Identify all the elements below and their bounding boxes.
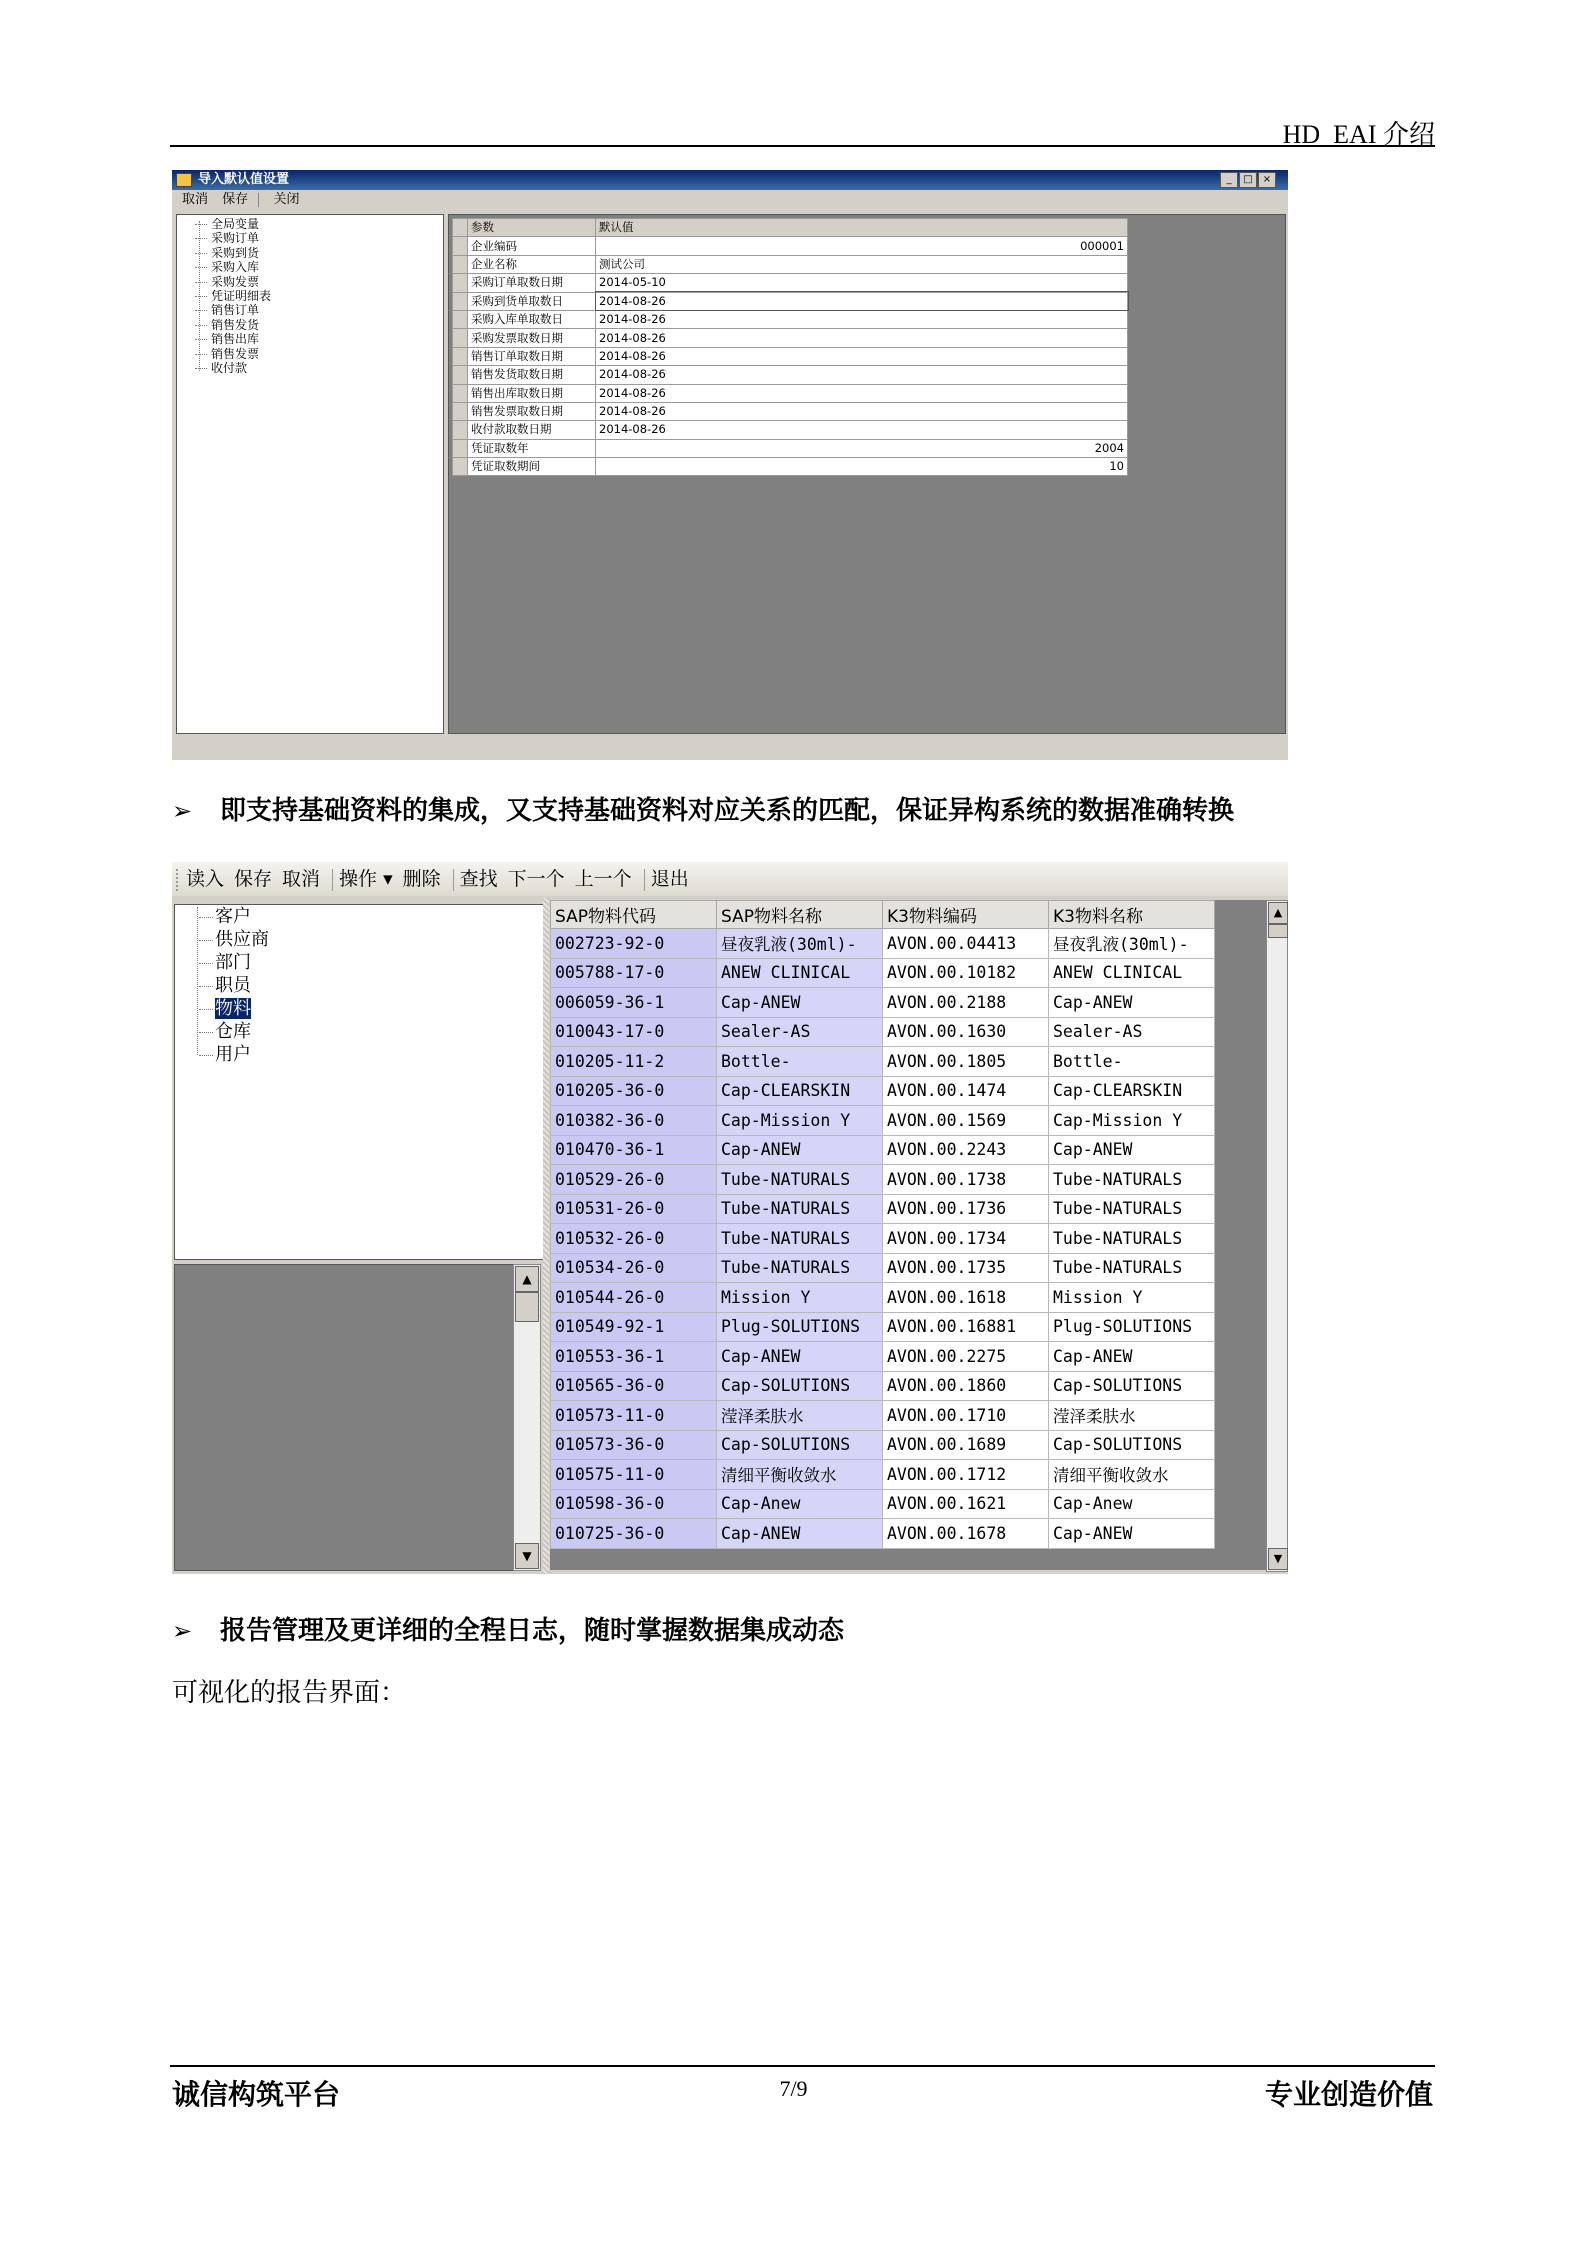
column-header-param: 参数 (468, 219, 596, 237)
app-icon (176, 173, 192, 187)
scroll-up-icon[interactable]: ▲ (1268, 902, 1288, 924)
bullet-point (172, 790, 1234, 827)
param-cell: 采购订单取数日期 (468, 274, 596, 292)
window-titlebar (172, 170, 1288, 190)
row-header[interactable] (453, 458, 468, 476)
k3-name-cell[interactable]: Mission Y (1049, 1283, 1215, 1313)
bullet-arrow-icon: ➢ (172, 797, 193, 825)
k3-name-cell[interactable]: 清细平衡收敛水 (1049, 1460, 1215, 1490)
default-settings-window (172, 170, 1288, 760)
sap-code-cell[interactable]: 010531-26-0 (551, 1194, 717, 1224)
next-button[interactable]: 下一个 (507, 868, 565, 890)
k3-code-cell[interactable]: AVON.00.2243 (883, 1135, 1049, 1165)
table-row[interactable] (551, 1283, 1215, 1313)
table-row[interactable] (551, 1106, 1215, 1136)
table-row[interactable] (551, 1047, 1215, 1077)
row-header[interactable] (453, 274, 468, 292)
sap-code-cell[interactable]: 010470-36-1 (551, 1135, 717, 1165)
sap-name-cell[interactable]: Tube-NATURALS (717, 1165, 883, 1195)
k3-name-cell[interactable]: Cap-Mission Y (1049, 1106, 1215, 1136)
tree-item[interactable]: 销售发货 (177, 318, 443, 332)
sap-name-cell[interactable]: Cap-SOLUTIONS (717, 1430, 883, 1460)
k3-name-cell[interactable]: Cap-CLEARSKIN (1049, 1076, 1215, 1106)
value-cell[interactable]: 2014-08-26 (596, 347, 1128, 365)
tree-item[interactable]: 全局变量 (177, 217, 443, 231)
tree-item[interactable]: 销售订单 (177, 303, 443, 317)
report-caption: 可视化的报告界面： (172, 1678, 407, 1708)
k3-name-cell[interactable]: Tube-NATURALS (1049, 1224, 1215, 1254)
param-cell: 采购到货单取数日 (468, 292, 596, 310)
tree-item[interactable] (175, 928, 544, 951)
k3-code-cell[interactable]: AVON.00.1735 (883, 1253, 1049, 1283)
sap-name-cell[interactable]: Sealer-AS (717, 1017, 883, 1047)
table-row[interactable] (551, 1401, 1215, 1431)
k3-name-cell[interactable]: Bottle- (1049, 1047, 1215, 1077)
status-bar (172, 738, 1288, 760)
sap-name-cell[interactable]: 清细平衡收敛水 (717, 1460, 883, 1490)
value-cell[interactable]: 2014-08-26 (596, 384, 1128, 402)
column-header-sap-name[interactable]: SAP物料名称 (717, 901, 883, 929)
toolbar-grip (176, 869, 180, 891)
table-row[interactable] (453, 458, 1128, 476)
sap-code-cell[interactable]: 010205-36-0 (551, 1076, 717, 1106)
sap-name-cell[interactable]: Cap-CLEARSKIN (717, 1076, 883, 1106)
panel-scrollbar[interactable] (513, 1264, 541, 1571)
sap-code-cell[interactable]: 010725-36-0 (551, 1519, 717, 1549)
load-button[interactable]: 读入 (186, 868, 225, 890)
value-cell[interactable]: 2014-05-10 (596, 274, 1128, 292)
k3-code-cell[interactable]: AVON.00.1678 (883, 1519, 1049, 1549)
sap-name-cell[interactable]: Cap-ANEW (717, 1519, 883, 1549)
sap-code-cell[interactable]: 010549-92-1 (551, 1312, 717, 1342)
column-header-default: 默认值 (596, 219, 1128, 237)
k3-code-cell[interactable]: AVON.00.16881 (883, 1312, 1049, 1342)
param-cell: 采购发票取数日期 (468, 329, 596, 347)
footer-rule (170, 2065, 1435, 2067)
previous-button[interactable]: 上一个 (574, 868, 632, 890)
row-header[interactable] (453, 237, 468, 255)
k3-name-cell[interactable]: Cap-ANEW (1049, 988, 1215, 1018)
row-header[interactable] (453, 347, 468, 365)
table-row[interactable] (551, 1017, 1215, 1047)
k3-code-cell[interactable]: AVON.00.04413 (883, 929, 1049, 959)
tree-item-label: 仓库 (215, 1021, 251, 1042)
value-cell[interactable]: 2014-08-26 (596, 421, 1128, 439)
category-tree (176, 214, 444, 734)
table-row[interactable] (453, 421, 1128, 439)
tree-item[interactable] (175, 951, 544, 974)
row-header[interactable] (453, 402, 468, 420)
cancel-button[interactable]: 取消 (182, 192, 209, 207)
sap-code-cell[interactable]: 010565-36-0 (551, 1371, 717, 1401)
k3-name-cell[interactable]: Tube-NATURALS (1049, 1253, 1215, 1283)
table-row[interactable] (551, 1076, 1215, 1106)
table-row[interactable] (453, 402, 1128, 420)
sap-name-cell[interactable]: Tube-NATURALS (717, 1224, 883, 1254)
delete-button[interactable]: 删除 (402, 868, 441, 890)
save-button[interactable]: 保存 (222, 192, 249, 207)
k3-code-cell[interactable]: AVON.00.10182 (883, 958, 1049, 988)
sap-code-cell[interactable]: 010532-26-0 (551, 1224, 717, 1254)
sap-name-cell[interactable]: 滢泽柔肤水 (717, 1401, 883, 1431)
k3-name-cell[interactable]: 滢泽柔肤水 (1049, 1401, 1215, 1431)
footer-right-slogan: 专业创造价值 (1264, 2078, 1433, 2111)
param-cell: 销售订单取数日期 (468, 347, 596, 365)
tree-item-label: 物料 (215, 998, 251, 1019)
table-row[interactable] (551, 988, 1215, 1018)
detail-panel (174, 1264, 525, 1571)
scroll-up-icon[interactable]: ▲ (515, 1266, 539, 1292)
sap-code-cell[interactable]: 010205-11-2 (551, 1047, 717, 1077)
toolbar (172, 862, 1288, 896)
sap-code-cell[interactable]: 005788-17-0 (551, 958, 717, 988)
maximize-icon[interactable]: □ (1239, 172, 1257, 188)
k3-code-cell[interactable]: AVON.00.1618 (883, 1283, 1049, 1313)
column-header-k3-name[interactable]: K3物料名称 (1049, 901, 1215, 929)
window-title: 导入默认值设置 (198, 172, 290, 187)
exit-button[interactable]: 退出 (650, 868, 689, 890)
table-row[interactable] (453, 292, 1128, 310)
k3-code-cell[interactable]: AVON.00.2275 (883, 1342, 1049, 1372)
bullet-text: 报告管理及更详细的全程日志，随时掌握数据集成动态 (220, 1616, 845, 1646)
sap-name-cell[interactable]: Tube-NATURALS (717, 1194, 883, 1224)
k3-name-cell[interactable]: Cap-Anew (1049, 1489, 1215, 1519)
k3-code-cell[interactable]: AVON.00.1860 (883, 1371, 1049, 1401)
k3-code-cell[interactable]: AVON.00.1734 (883, 1224, 1049, 1254)
value-cell[interactable]: 测试公司 (596, 255, 1128, 273)
tree-item-label: 供应商 (215, 929, 269, 950)
table-row[interactable] (551, 1194, 1215, 1224)
scroll-down-icon[interactable]: ▼ (1268, 1548, 1288, 1570)
table-row[interactable] (551, 1489, 1215, 1519)
cancel-button[interactable]: 取消 (282, 868, 321, 890)
bullet-point (172, 1610, 844, 1647)
k3-name-cell[interactable]: Tube-NATURALS (1049, 1194, 1215, 1224)
k3-name-cell[interactable]: ANEW CLINICAL (1049, 958, 1215, 988)
sap-code-cell[interactable]: 010553-36-1 (551, 1342, 717, 1372)
sap-name-cell[interactable]: 昼夜乳液(30ml)- (717, 929, 883, 959)
tree-item-label: 职员 (215, 975, 251, 996)
sap-code-cell[interactable]: 010573-36-0 (551, 1430, 717, 1460)
row-header[interactable] (453, 384, 468, 402)
value-cell[interactable]: 10 (596, 458, 1128, 476)
k3-name-cell[interactable]: Cap-SOLUTIONS (1049, 1371, 1215, 1401)
grid-scrollbar[interactable] (1266, 900, 1288, 1572)
table-row[interactable] (551, 1312, 1215, 1342)
tree-item[interactable]: 采购到货 (177, 246, 443, 260)
tree-item[interactable]: 采购订单 (177, 231, 443, 245)
tree-item[interactable] (175, 1043, 544, 1066)
value-cell[interactable]: 000001 (596, 237, 1128, 255)
tree-item-label: 客户 (215, 906, 251, 927)
table-row[interactable] (551, 1460, 1215, 1490)
row-header[interactable] (453, 421, 468, 439)
k3-name-cell[interactable]: Cap-SOLUTIONS (1049, 1430, 1215, 1460)
param-cell: 销售出库取数日期 (468, 384, 596, 402)
k3-name-cell[interactable]: Sealer-AS (1049, 1017, 1215, 1047)
table-row[interactable] (453, 329, 1128, 347)
sap-name-cell[interactable]: Cap-ANEW (717, 1135, 883, 1165)
sap-name-cell[interactable]: Plug-SOLUTIONS (717, 1312, 883, 1342)
k3-name-cell[interactable]: 昼夜乳液(30ml)- (1049, 929, 1215, 959)
sap-name-cell[interactable]: Bottle- (717, 1047, 883, 1077)
sap-name-cell[interactable]: Cap-Mission Y (717, 1106, 883, 1136)
row-header[interactable] (453, 329, 468, 347)
table-row[interactable] (551, 1430, 1215, 1460)
master-data-tree (174, 904, 545, 1260)
column-header-sap-code[interactable]: SAP物料代码 (551, 901, 717, 929)
sap-code-cell[interactable]: 010573-11-0 (551, 1401, 717, 1431)
tree-item[interactable]: 销售发票 (177, 347, 443, 361)
scroll-thumb[interactable] (515, 1292, 539, 1322)
table-row[interactable] (551, 1135, 1215, 1165)
row-header[interactable] (453, 310, 468, 328)
sap-code-cell[interactable]: 010598-36-0 (551, 1489, 717, 1519)
tree-item[interactable]: 采购入库 (177, 260, 443, 274)
k3-code-cell[interactable]: AVON.00.2188 (883, 988, 1049, 1018)
table-row[interactable] (453, 310, 1128, 328)
table-row[interactable] (453, 237, 1128, 255)
param-cell: 销售发货取数日期 (468, 366, 596, 384)
value-cell[interactable]: 2004 (596, 439, 1128, 457)
sap-code-cell[interactable]: 010544-26-0 (551, 1283, 717, 1313)
bullet-arrow-icon: ➢ (172, 1617, 193, 1645)
tree-item[interactable] (175, 905, 544, 928)
footer-left-slogan: 诚信构筑平台 (172, 2078, 341, 2111)
tree-item[interactable] (175, 974, 544, 997)
tree-item[interactable] (175, 997, 544, 1020)
k3-code-cell[interactable]: AVON.00.1712 (883, 1460, 1049, 1490)
param-cell: 凭证取数年 (468, 439, 596, 457)
k3-code-cell[interactable]: AVON.00.1474 (883, 1076, 1049, 1106)
k3-name-cell[interactable]: Cap-ANEW (1049, 1135, 1215, 1165)
page-number: 7/9 (779, 2076, 808, 2101)
sap-code-cell[interactable]: 010043-17-0 (551, 1017, 717, 1047)
row-header[interactable] (453, 292, 468, 310)
tree-item[interactable] (175, 1020, 544, 1043)
column-header-k3-code[interactable]: K3物料编码 (883, 901, 1049, 929)
scroll-thumb[interactable] (1268, 924, 1288, 938)
close-icon[interactable]: × (1258, 172, 1276, 188)
defaults-grid (452, 218, 1128, 476)
k3-code-cell[interactable]: AVON.00.1630 (883, 1017, 1049, 1047)
header-rule (170, 145, 1435, 147)
sap-code-cell[interactable]: 010529-26-0 (551, 1165, 717, 1195)
table-row[interactable] (551, 1519, 1215, 1549)
material-mapping-grid (550, 900, 1215, 1549)
value-cell[interactable]: 2014-08-26 (596, 329, 1128, 347)
param-cell: 收付款取数日期 (468, 421, 596, 439)
k3-name-cell[interactable]: Plug-SOLUTIONS (1049, 1312, 1215, 1342)
sap-name-cell[interactable]: Cap-ANEW (717, 988, 883, 1018)
toolbar-separator (332, 869, 333, 891)
close-button[interactable]: 关闭 (273, 192, 300, 207)
table-row[interactable] (453, 384, 1128, 402)
sap-code-cell[interactable]: 010575-11-0 (551, 1460, 717, 1490)
sap-code-cell[interactable]: 010382-36-0 (551, 1106, 717, 1136)
table-row[interactable] (453, 366, 1128, 384)
value-cell[interactable]: 2014-08-26 (596, 310, 1128, 328)
scroll-down-icon[interactable]: ▼ (515, 1543, 539, 1569)
sap-name-cell[interactable]: Cap-ANEW (717, 1342, 883, 1372)
sap-name-cell[interactable]: Tube-NATURALS (717, 1253, 883, 1283)
sap-code-cell[interactable]: 006059-36-1 (551, 988, 717, 1018)
minimize-icon[interactable]: _ (1220, 172, 1238, 188)
param-cell: 企业名称 (468, 255, 596, 273)
splitter[interactable] (543, 898, 549, 1574)
tree-item[interactable]: 凭证明细表 (177, 289, 443, 303)
k3-code-cell[interactable]: AVON.00.1805 (883, 1047, 1049, 1077)
row-header[interactable] (453, 439, 468, 457)
tree-item[interactable]: 销售出库 (177, 332, 443, 346)
toolbar-separator (453, 869, 454, 891)
k3-name-cell[interactable]: Cap-ANEW (1049, 1519, 1215, 1549)
operation-dropdown[interactable]: 操作 ▾ (339, 868, 393, 890)
tree-item-label: 用户 (215, 1044, 251, 1065)
table-row[interactable] (551, 1342, 1215, 1372)
table-row[interactable] (551, 1371, 1215, 1401)
table-row[interactable] (551, 958, 1215, 988)
tree-item-label: 部门 (215, 952, 251, 973)
param-cell: 采购入库单取数日 (468, 310, 596, 328)
k3-name-cell[interactable]: Cap-ANEW (1049, 1342, 1215, 1372)
row-header[interactable] (453, 366, 468, 384)
param-cell: 凭证取数期间 (468, 458, 596, 476)
k3-code-cell[interactable]: AVON.00.1710 (883, 1401, 1049, 1431)
k3-name-cell[interactable]: Tube-NATURALS (1049, 1165, 1215, 1195)
row-header[interactable] (453, 255, 468, 273)
sap-name-cell[interactable]: ANEW CLINICAL (717, 958, 883, 988)
page-header-title: HD_EAI 介绍 (1282, 120, 1435, 149)
table-row[interactable] (551, 1224, 1215, 1254)
row-header-corner (453, 219, 468, 237)
toolbar-separator (644, 869, 645, 891)
sap-name-cell[interactable]: Cap-Anew (717, 1489, 883, 1519)
k3-code-cell[interactable]: AVON.00.1689 (883, 1430, 1049, 1460)
save-button[interactable]: 保存 (234, 868, 273, 890)
find-button[interactable]: 查找 (459, 868, 498, 890)
toolbar-separator (258, 193, 259, 207)
sap-name-cell[interactable]: Mission Y (717, 1283, 883, 1313)
sap-name-cell[interactable]: Cap-SOLUTIONS (717, 1371, 883, 1401)
k3-code-cell[interactable]: AVON.00.1736 (883, 1194, 1049, 1224)
bullet-text: 即支持基础资料的集成，又支持基础资料对应关系的匹配，保证异构系统的数据准确转换 (220, 796, 1235, 826)
mapping-window (172, 862, 1288, 1574)
param-cell: 销售发票取数日期 (468, 402, 596, 420)
value-cell[interactable]: 2014-08-26 (596, 366, 1128, 384)
table-row[interactable] (453, 439, 1128, 457)
value-cell[interactable]: 2014-08-26 (596, 292, 1128, 310)
sap-code-cell[interactable]: 010534-26-0 (551, 1253, 717, 1283)
tree-item[interactable]: 采购发票 (177, 275, 443, 289)
toolbar (172, 190, 1288, 210)
value-cell[interactable]: 2014-08-26 (596, 402, 1128, 420)
table-row[interactable] (453, 274, 1128, 292)
table-row[interactable] (453, 347, 1128, 365)
table-row[interactable] (551, 1165, 1215, 1195)
k3-code-cell[interactable]: AVON.00.1738 (883, 1165, 1049, 1195)
table-row[interactable] (551, 1253, 1215, 1283)
k3-code-cell[interactable]: AVON.00.1569 (883, 1106, 1049, 1136)
tree-item[interactable]: 收付款 (177, 361, 443, 375)
table-row[interactable] (551, 929, 1215, 959)
table-row[interactable] (453, 255, 1128, 273)
k3-code-cell[interactable]: AVON.00.1621 (883, 1489, 1049, 1519)
param-cell: 企业编码 (468, 237, 596, 255)
sap-code-cell[interactable]: 002723-92-0 (551, 929, 717, 959)
